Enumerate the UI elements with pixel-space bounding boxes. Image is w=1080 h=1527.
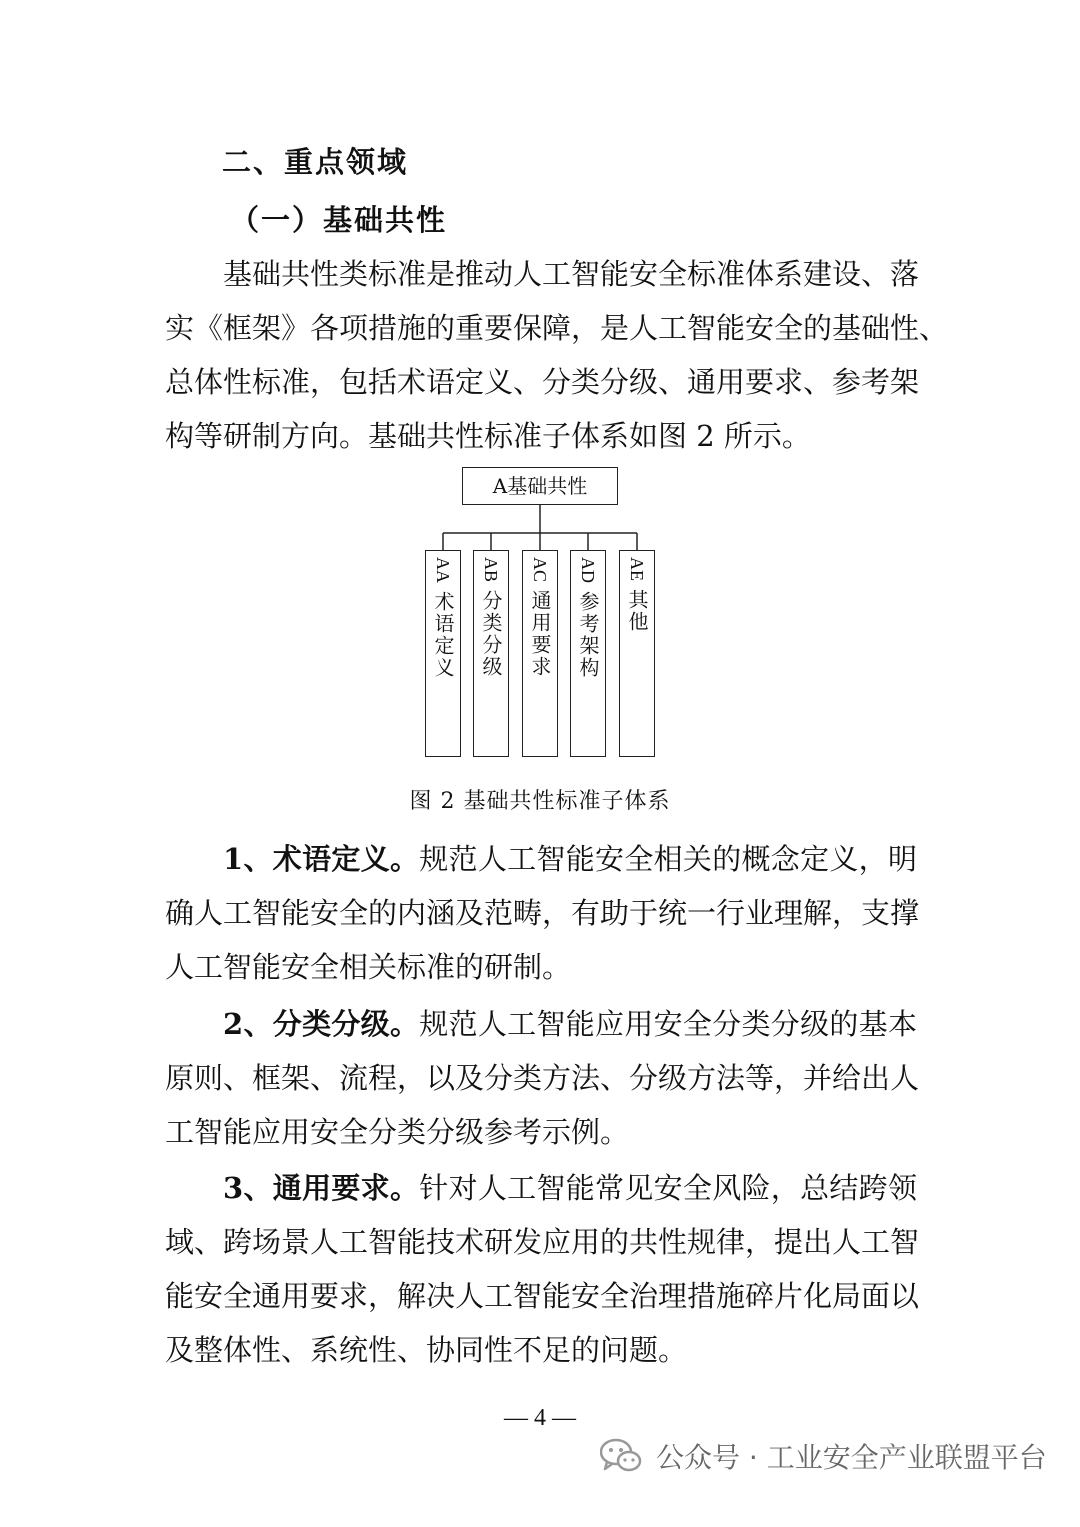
node-label: 参考架构: [576, 591, 600, 679]
diagram-node-ae: [619, 550, 655, 757]
wechat-icon: [600, 1438, 642, 1474]
item-line: 确人工智能安全的内涵及范畴，有助于统一行业理解，支撑: [165, 896, 920, 930]
item-line: 域、跨场景人工智能技术研发应用的共性规律，提出人工智: [165, 1225, 920, 1259]
item-line: 原则、框架、流程，以及分类方法、分级方法等，并给出人: [165, 1061, 920, 1095]
item-paragraph: [165, 997, 920, 1159]
intro-line: 总体性标准，包括术语定义、分类分级、通用要求、参考架: [165, 365, 920, 399]
item-first-line: [165, 832, 917, 886]
intro-line: 基础共性类标准是推动人工智能安全标准体系建设、落: [223, 257, 920, 291]
item-line: 及整体性、系统性、协同性不足的问题。: [165, 1333, 688, 1367]
item-lead: 2、分类分级。: [223, 1007, 420, 1041]
item-text: 规范人工智能安全相关的概念定义，明: [419, 842, 917, 876]
node-label: 通用要求: [528, 590, 552, 679]
item-lead: 3、通用要求。: [223, 1171, 420, 1205]
figure-caption: 图 2 基础共性标准子体系: [409, 789, 671, 814]
watermark-footer: [600, 1430, 1047, 1482]
item-first-line: [165, 1161, 917, 1215]
diagram-root-node: A基础共性: [462, 467, 618, 505]
item-paragraph: [165, 832, 920, 994]
section-title: 二、重点领域: [222, 145, 409, 179]
node-label: 术语定义: [431, 591, 455, 679]
intro-line: 构等研制方向。基础共性标准子体系如图 2 所示。: [165, 419, 811, 453]
node-code: AE: [627, 557, 647, 581]
intro-paragraph: [165, 247, 949, 463]
node-label: 分类分级: [479, 590, 503, 679]
item-line: 能安全通用要求，解决人工智能安全治理措施碎片化局面以: [165, 1279, 920, 1313]
node-code: AA: [433, 557, 453, 583]
node-code: AD: [578, 557, 598, 583]
diagram-node-ad: [570, 550, 606, 757]
footer-text: 公众号 · 工业安全产业联盟平台: [656, 1441, 1047, 1474]
item-first-line: [165, 997, 917, 1051]
node-code: AC: [530, 557, 550, 583]
subsection-title: （一）基础共性: [230, 203, 448, 237]
item-text: 规范人工智能应用安全分类分级的基本: [419, 1007, 917, 1041]
node-label: 其他: [625, 589, 649, 633]
item-text: 针对人工智能常见安全风险，总结跨领: [419, 1171, 917, 1205]
diagram-node-aa: [425, 550, 461, 757]
item-paragraph: [165, 1161, 920, 1377]
diagram-node-ab: [473, 550, 509, 757]
diagram-node-ac: [522, 550, 558, 757]
item-line: 人工智能安全相关标准的研制。: [165, 950, 572, 984]
node-code: AB: [481, 557, 501, 583]
item-line: 工智能应用安全分类分级参考示例。: [165, 1115, 630, 1149]
item-lead: 1、术语定义。: [223, 842, 420, 876]
page-number: — 4 —: [504, 1405, 576, 1431]
intro-line: 实《框架》各项措施的重要保障，是人工智能安全的基础性、: [165, 311, 949, 345]
